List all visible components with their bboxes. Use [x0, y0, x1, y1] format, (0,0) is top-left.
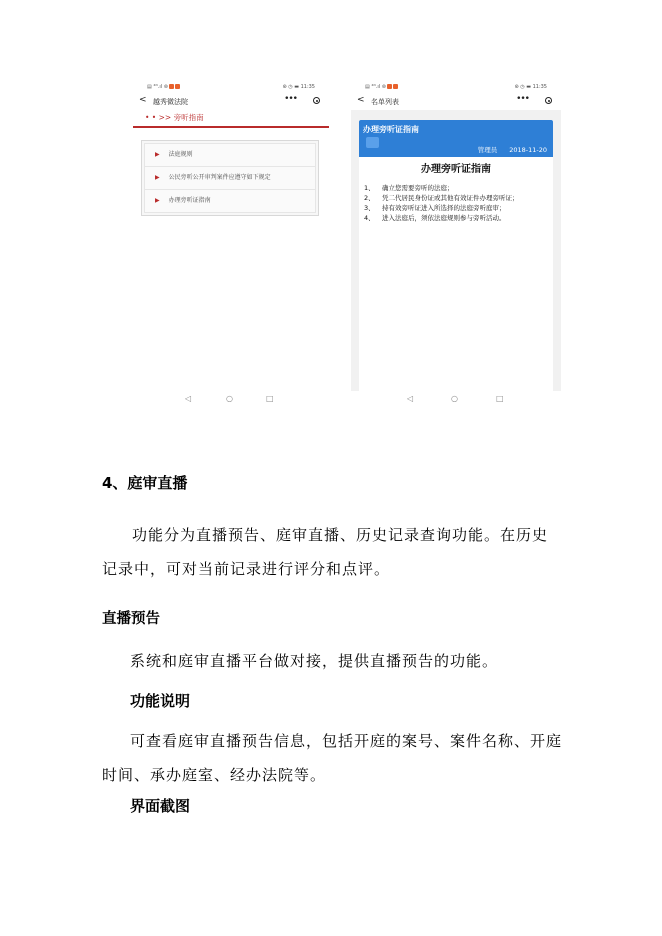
sub-paragraph: 系统和庭审直播平台做对接，提供直播预告的功能。: [130, 652, 499, 670]
nav-home-icon[interactable]: ○: [226, 394, 233, 403]
subheading: 直播预告: [102, 611, 160, 627]
back-icon[interactable]: <: [139, 95, 147, 105]
article-line: 4、 进入法庭后，须依法庭规则参与旁听活动。: [364, 214, 506, 222]
page-title: 越秀微法院: [153, 98, 188, 106]
menu-item-pass-guide[interactable]: ▶ 办理旁听证指南: [144, 190, 316, 213]
article-title: 办理旁听证指南: [421, 164, 491, 175]
triangle-icon: ▶: [155, 174, 160, 181]
section-heading: 4、庭审直播: [102, 474, 188, 492]
menu-list: [141, 140, 319, 216]
system-navbar: [351, 391, 561, 407]
notice-heading: 办理旁听证指南: [363, 125, 419, 134]
notice-date: 2018-11-20: [509, 146, 547, 154]
back-icon[interactable]: <: [357, 95, 365, 105]
status-right: ⊛ ◷ ▬ 11:35: [282, 84, 315, 90]
status-left: ▤ ⁴ᴳ.ıl ⊜: [365, 84, 398, 90]
page-content: [351, 110, 561, 391]
more-icon[interactable]: •••: [516, 94, 529, 104]
nav-recent-icon[interactable]: □: [496, 394, 504, 403]
more-icon[interactable]: •••: [284, 94, 297, 104]
image-placeholder-icon: [366, 137, 379, 148]
nav-recent-icon[interactable]: □: [266, 394, 274, 403]
notice-header: [359, 120, 553, 157]
article-line: 2、 凭二代居民身份证或其他有效证件办理旁听证；: [364, 194, 519, 202]
notice-meta: [478, 145, 547, 154]
feature-label: 功能说明: [130, 692, 191, 710]
status-bar: [351, 80, 561, 93]
title-bar: [133, 93, 329, 110]
status-right: ⊛ ◷ ▬ 11:35: [514, 84, 547, 90]
page-title: 名单列表: [371, 98, 399, 106]
triangle-icon: ▶: [155, 197, 160, 204]
nav-back-icon[interactable]: ◁: [185, 394, 192, 403]
status-bar: [133, 80, 329, 93]
notice-card: [359, 120, 553, 391]
article-line: 1、 确立您需要旁听的法庭；: [364, 184, 454, 192]
phone-screenshot-right: [351, 80, 561, 407]
menu-item-public-hearing-rules[interactable]: ▶ 公民旁听公开审判案件应遵守如下规定: [144, 167, 316, 190]
page-content: [133, 110, 329, 391]
nav-back-icon[interactable]: ◁: [407, 394, 414, 403]
title-bar: [351, 93, 561, 110]
triangle-icon: ▶: [155, 151, 160, 158]
intro-paragraph: 功能分为直播预告、庭审直播、历史记录查询功能。在历史记录中，可对当前记录进行评分和点评。: [102, 526, 549, 578]
screenshot-label: 界面截图: [130, 797, 191, 815]
breadcrumb: • • >> 旁听指南: [133, 110, 329, 128]
nav-home-icon[interactable]: ○: [451, 394, 458, 403]
record-icon[interactable]: [545, 97, 552, 104]
menu-item-court-rules[interactable]: ▶ 法庭规则: [144, 143, 316, 167]
article-line: 3、 持有效旁听证进入所选择的法庭旁听庭审；: [364, 204, 506, 212]
record-icon[interactable]: [313, 97, 320, 104]
system-navbar: [133, 391, 329, 407]
notice-author: 管理员: [477, 146, 498, 154]
article-body: [364, 183, 547, 223]
phone-screenshot-left: [133, 80, 329, 407]
status-left: ▤ ⁴ᴳ.ıl ⊜: [147, 84, 180, 90]
feature-paragraph: 可查看庭审直播预告信息，包括开庭的案号、案件名称、开庭时间、承办庭室、经办法院等。: [102, 732, 563, 784]
